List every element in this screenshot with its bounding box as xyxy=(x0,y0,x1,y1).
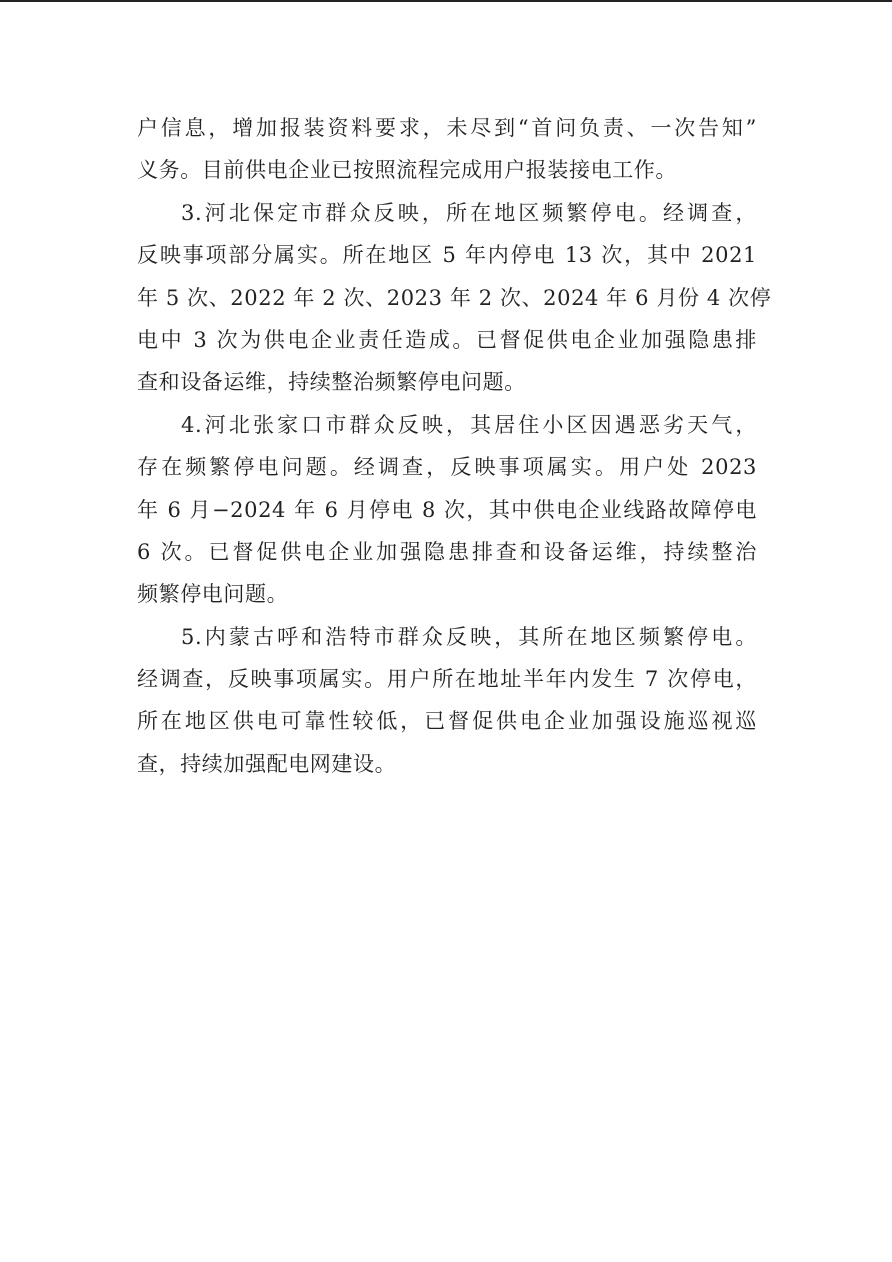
text-line: 所在地区供电可靠性较低，已督促供电企业加强设施巡视巡 xyxy=(137,709,757,734)
text-line: 4.河北张家口市群众反映，其居住小区因遇恶劣天气， xyxy=(181,412,757,437)
text-line: 年 6 月−2024 年 6 月停电 8 次，其中供电企业线路故障停电 xyxy=(137,497,757,522)
document-body xyxy=(137,107,772,785)
paragraph-item-5 xyxy=(137,616,757,786)
text-line: 3.河北保定市群众反映，所在地区频繁停电。经调查， xyxy=(181,200,757,225)
text-line: 查，持续加强配电网建设。 xyxy=(137,751,397,776)
text-line: 年 5 次、2022 年 2 次、2023 年 2 次、2024 年 6 月份 4 次停 xyxy=(137,285,772,310)
text-line: 户信息，增加报装资料要求，未尽到“首问负责、一次告知” xyxy=(137,116,757,140)
text-line: 6 次。已督促供电企业加强隐患排查和设备运维，持续整治 xyxy=(137,539,757,564)
page-top-border xyxy=(0,0,892,2)
text-line: 电中 3 次为供电企业责任造成。已督促供电企业加强隐患排 xyxy=(137,327,757,352)
text-line: 查和设备运维，持续整治频繁停电问题。 xyxy=(137,370,526,395)
text-line: 经调查，反映事项属实。用户所在地址半年内发生 7 次停电， xyxy=(137,667,757,692)
text-line: 义务。目前供电企业已按照流程完成用户报装接电工作。 xyxy=(137,158,677,183)
paragraph-continued xyxy=(137,107,757,192)
text-line: 存在频繁停电问题。经调查，反映事项属实。用户处 2023 xyxy=(137,455,757,480)
paragraph-item-4 xyxy=(137,404,757,616)
text-line: 反映事项部分属实。所在地区 5 年内停电 13 次，其中 2021 xyxy=(137,243,757,268)
text-line: 5.内蒙古呼和浩特市群众反映，其所在地区频繁停电。 xyxy=(181,624,757,649)
text-line: 频繁停电问题。 xyxy=(137,582,289,607)
paragraph-item-3 xyxy=(137,192,772,404)
